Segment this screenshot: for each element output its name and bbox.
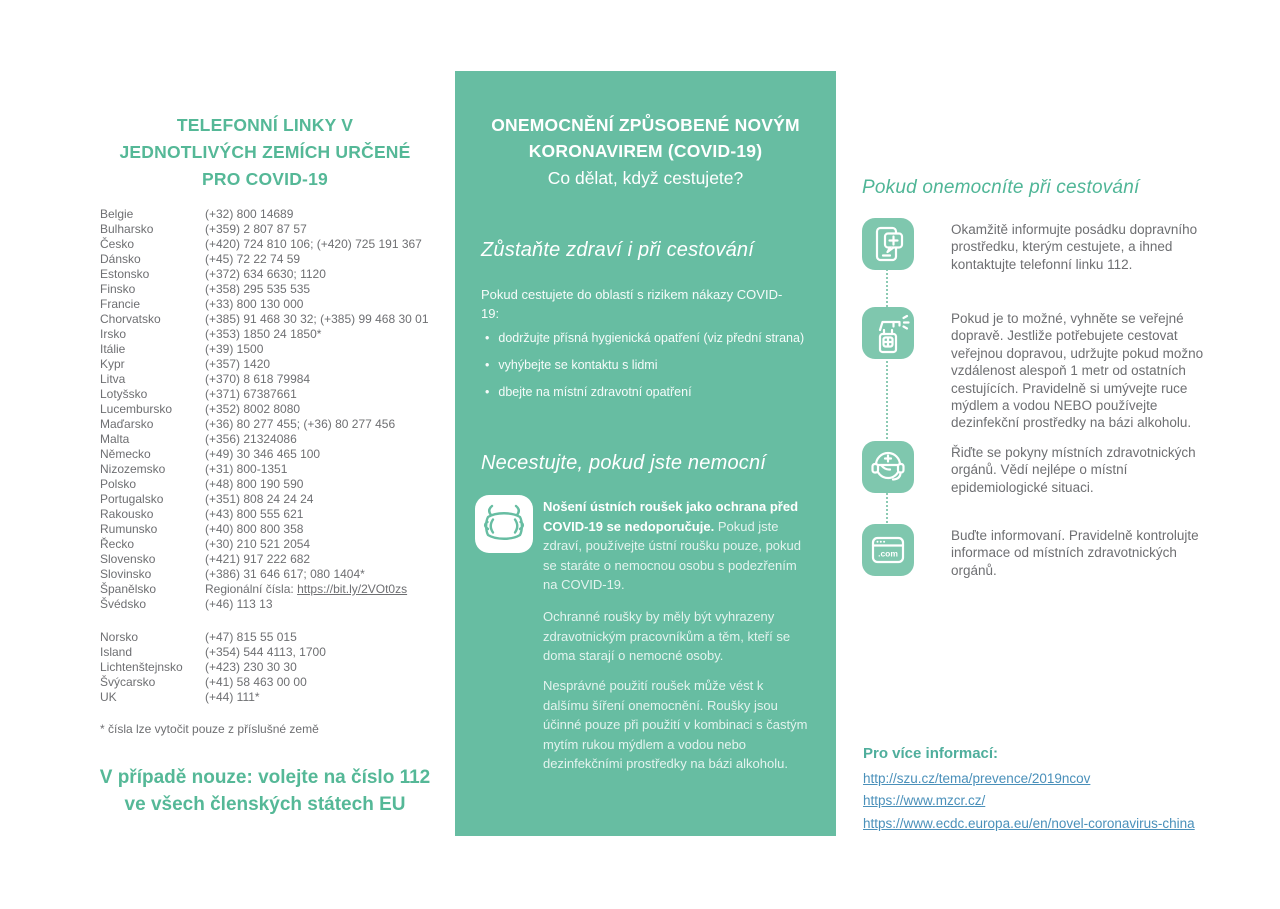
phone-list: [100, 207, 460, 612]
phone-number: (+421) 917 222 682: [205, 552, 311, 566]
emergency-line: ve všech členských státech EU: [124, 794, 406, 815]
country-name: Francie: [100, 297, 141, 311]
covid-info-panel: [455, 71, 836, 836]
emergency-note: [90, 764, 440, 818]
info-link[interactable]: http://szu.cz/tema/prevence/2019ncov: [863, 771, 1091, 786]
phone-row: [100, 402, 460, 417]
country-name: Maďarsko: [100, 417, 154, 431]
phone-number: (+49) 30 346 465 100: [205, 447, 321, 461]
phone-number: (+351) 808 24 24 24: [205, 492, 314, 506]
country-name: Německo: [100, 447, 151, 461]
phone-row: [100, 582, 460, 597]
country-name: Polsko: [100, 477, 137, 491]
country-name: Slovensko: [100, 552, 156, 566]
country-name: Švýcarsko: [100, 675, 156, 689]
advice-item-avoid-public-transport: [862, 307, 1226, 432]
phone-row: [100, 507, 460, 522]
panel-title-line: ONEMOCNĚNÍ ZPŮSOBENÉ NOVÝM: [491, 115, 800, 135]
phone-row: [100, 477, 460, 492]
phone-number: (+48) 800 190 590: [205, 477, 304, 491]
phone-number: Regionální čísla: https://bit.ly/2VOt0zs: [205, 582, 408, 596]
phone-row: [100, 327, 460, 342]
phone-row: [100, 690, 460, 705]
phone-number: (+358) 295 535 535: [205, 282, 311, 296]
advice-text: Pokud je to možné, vyhněte se veřejné dopravě. Jestliže potřebujete cestovat veřejnou dopravou, udržujte pokud možno vzdálenost alespoň 1 metr od ostatních cestujících. Pravidelně si umývejte ruce mýdlem a vodou NEBO používejte dezinfekční prostředky na bázi alkoholu.: [951, 311, 1204, 431]
info-link[interactable]: https://www.ecdc.europa.eu/en/novel-coronavirus-china: [863, 815, 1195, 831]
phone-number: (+45) 72 22 74 59: [205, 252, 301, 266]
phone-medical-icon: [862, 218, 914, 270]
phone-number: (+39) 1500: [205, 342, 264, 356]
phone-footnote: * čísla lze vytočit pouze z příslušné země: [100, 722, 319, 736]
phone-row: [100, 492, 460, 507]
phone-number: (+47) 815 55 015: [205, 630, 297, 644]
phone-number: (+372) 634 6630; 1120: [205, 267, 326, 281]
country-name: Dánsko: [100, 252, 141, 266]
phone-row: [100, 432, 460, 447]
phone-number: (+354) 544 4113, 1700: [205, 645, 326, 659]
phone-lines-title: [90, 112, 440, 193]
phone-lines-title-line: TELEFONNÍ LINKY V: [176, 115, 354, 135]
country-name: Litva: [100, 372, 126, 386]
phone-row: [100, 312, 460, 327]
phone-row: [100, 552, 460, 567]
phone-row: [100, 207, 460, 222]
country-name: Estonsko: [100, 267, 150, 281]
country-name: Lichtenštejnsko: [100, 660, 183, 674]
phone-row: [100, 630, 460, 645]
phone-number: (+36) 80 277 455; (+36) 80 277 456: [205, 417, 396, 431]
country-name: Nizozemsko: [100, 462, 166, 476]
stay-healthy-bullets: [485, 329, 804, 410]
panel-title: [455, 112, 836, 191]
stay-healthy-intro: Pokud cestujete do oblastí s rizikem nákazy COVID-19:: [481, 287, 783, 321]
bullet-item: [485, 383, 804, 401]
country-name: Island: [100, 645, 133, 659]
svg-text:.com: .com: [878, 548, 898, 559]
country-name: Slovinsko: [100, 567, 152, 581]
website-icon: [862, 524, 914, 576]
bullet-item: [485, 329, 804, 347]
bullet-text: dbejte na místní zdravotní opatření: [498, 385, 692, 399]
country-name: Lucembursko: [100, 402, 173, 416]
country-name: Řecko: [100, 537, 135, 551]
mask-advice-paragraph: [543, 497, 811, 595]
bullet-dot: •: [485, 331, 490, 345]
phone-number: (+386) 31 646 617; 080 1404*: [205, 567, 365, 581]
country-name: Chorvatsko: [100, 312, 161, 326]
phone-row: [100, 297, 460, 312]
country-name: Rakousko: [100, 507, 154, 521]
phone-row: [100, 357, 460, 372]
phone-number: (+420) 724 810 106; (+420) 725 191 367: [205, 237, 422, 251]
phone-lines-title-line: PRO COVID-19: [202, 169, 328, 189]
phone-lines-title-line: JEDNOTLIVÝCH ZEMÍCH URČENÉ: [119, 142, 411, 162]
phone-row: [100, 372, 460, 387]
mask-advice-rest: Pokud jste zdraví, používejte ústní roušku pouze, pokud se staráte o nemocnou osobu s podezřením na COVID-19.: [543, 518, 801, 592]
country-name: Irsko: [100, 327, 127, 341]
phone-number: (+357) 1420: [205, 357, 271, 371]
phone-number: (+33) 800 130 000: [205, 297, 304, 311]
country-name: Česko: [100, 237, 135, 251]
phone-row: [100, 252, 460, 267]
phone-number: (+370) 8 618 79984: [205, 372, 311, 386]
phone-number: (+40) 800 800 358: [205, 522, 304, 536]
country-name: Itálie: [100, 342, 126, 356]
phone-row: [100, 387, 460, 402]
spray-bottle-icon: [862, 307, 914, 359]
phone-row: [100, 267, 460, 282]
advice-item-stay-informed: [862, 524, 1226, 579]
phone-row: [100, 675, 460, 690]
phone-row: [100, 537, 460, 552]
phone-number: (+44) 111*: [205, 690, 260, 704]
phone-row: [100, 222, 460, 237]
phone-number: (+30) 210 521 2054: [205, 537, 311, 551]
emergency-line: V případě nouze: volejte na číslo 112: [99, 767, 431, 788]
country-name: Kypr: [100, 357, 125, 371]
phone-row: [100, 522, 460, 537]
country-name: Švédsko: [100, 597, 147, 611]
bullet-dot: •: [485, 385, 490, 399]
advice-text: Buďte informovaní. Pravidelně kontrolujte informace od místních zdravotnických orgánů.: [951, 528, 1199, 578]
phone-number: (+32) 800 14689: [205, 207, 294, 221]
advice-text: Okamžitě informujte posádku dopravního prostředku, kterým cestujete, a ihned kontaktujte telefonní linku 112.: [951, 222, 1198, 272]
phone-number: (+423) 230 30 30: [205, 660, 297, 674]
info-links: [863, 768, 1195, 835]
phone-number: (+41) 58 463 00 00: [205, 675, 307, 689]
phone-row: [100, 462, 460, 477]
more-info-label: Pro více informací:: [863, 745, 999, 762]
phone-row: [100, 237, 460, 252]
bullet-item: [485, 356, 804, 374]
country-name: Norsko: [100, 630, 139, 644]
phone-link[interactable]: https://bit.ly/2VOt0zs: [297, 582, 408, 596]
phone-number: (+352) 8002 8080: [205, 402, 301, 416]
phone-row: [100, 447, 460, 462]
phone-row: [100, 417, 460, 432]
phone-row: [100, 567, 460, 582]
country-name: Portugalsko: [100, 492, 164, 506]
phone-number: (+359) 2 807 87 57: [205, 222, 307, 236]
phone-row: [100, 597, 460, 612]
country-name: Španělsko: [100, 582, 157, 596]
phone-row: [100, 342, 460, 357]
panel-subtitle: Co dělat, když cestujete?: [547, 168, 744, 188]
section-stay-healthy-heading: Zůstaňte zdraví i při cestování: [481, 239, 754, 261]
country-name: UK: [100, 690, 117, 704]
bullet-text: vyhýbejte se kontaktu s lidmi: [498, 358, 658, 372]
phone-row: [100, 282, 460, 297]
bullet-text: dodržujte přísná hygienická opatření (viz přední strana): [498, 331, 805, 345]
advice-item-inform-crew: [862, 218, 1226, 273]
country-name: Lotyšsko: [100, 387, 148, 401]
phone-number: (+353) 1850 24 1850*: [205, 327, 322, 341]
phone-number: (+46) 113 13: [205, 597, 273, 611]
section-do-not-travel-heading: Necestujte, pokud jste nemocní: [481, 452, 767, 474]
phone-number: (+371) 67387661: [205, 387, 297, 401]
country-name: Bulharsko: [100, 222, 154, 236]
advice-text: Řiďte se pokyny místních zdravotnických orgánů. Vědí nejlépe o místní epidemiologické situaci.: [951, 445, 1196, 495]
bullet-dot: •: [485, 358, 490, 372]
advice-item-follow-authorities: [862, 441, 1226, 496]
face-mask-icon: [475, 495, 533, 553]
phone-row: [100, 660, 460, 675]
country-name: Belgie: [100, 207, 134, 221]
sick-while-traveling-heading: Pokud onemocníte při cestování: [862, 177, 1140, 198]
country-name: Finsko: [100, 282, 136, 296]
mask-advice-bold: Nošení ústních roušek jako ochrana před COVID-19 se nedoporučuje.: [543, 499, 799, 534]
phone-list-extra: [100, 630, 460, 705]
phone-number: (+31) 800-1351: [205, 462, 288, 476]
nurse-icon: [862, 441, 914, 493]
country-name: Malta: [100, 432, 130, 446]
phone-number: (+385) 91 468 30 32; (+385) 99 468 30 01: [205, 312, 429, 326]
phone-row: [100, 645, 460, 660]
mask-reserve-paragraph: Ochranné roušky by měly být vyhrazeny zdravotnickým pracovníkům a těm, kteří se doma starají o nemocné osoby.: [543, 609, 791, 663]
country-name: Rumunsko: [100, 522, 158, 536]
info-link[interactable]: https://www.mzcr.cz/: [863, 793, 986, 809]
phone-number: (+43) 800 555 621: [205, 507, 304, 521]
mask-misuse-paragraph: Nesprávné použití roušek může vést k dalšímu šíření onemocnění. Roušky jsou účinné pouze při použití v kombinaci s častým mytím rukou mýdlem a vodou nebo dezinfekčními prostředky na bázi alkoholu.: [543, 678, 808, 771]
phone-number: (+356) 21324086: [205, 432, 297, 446]
panel-title-line: KORONAVIREM (COVID-19): [528, 141, 763, 161]
